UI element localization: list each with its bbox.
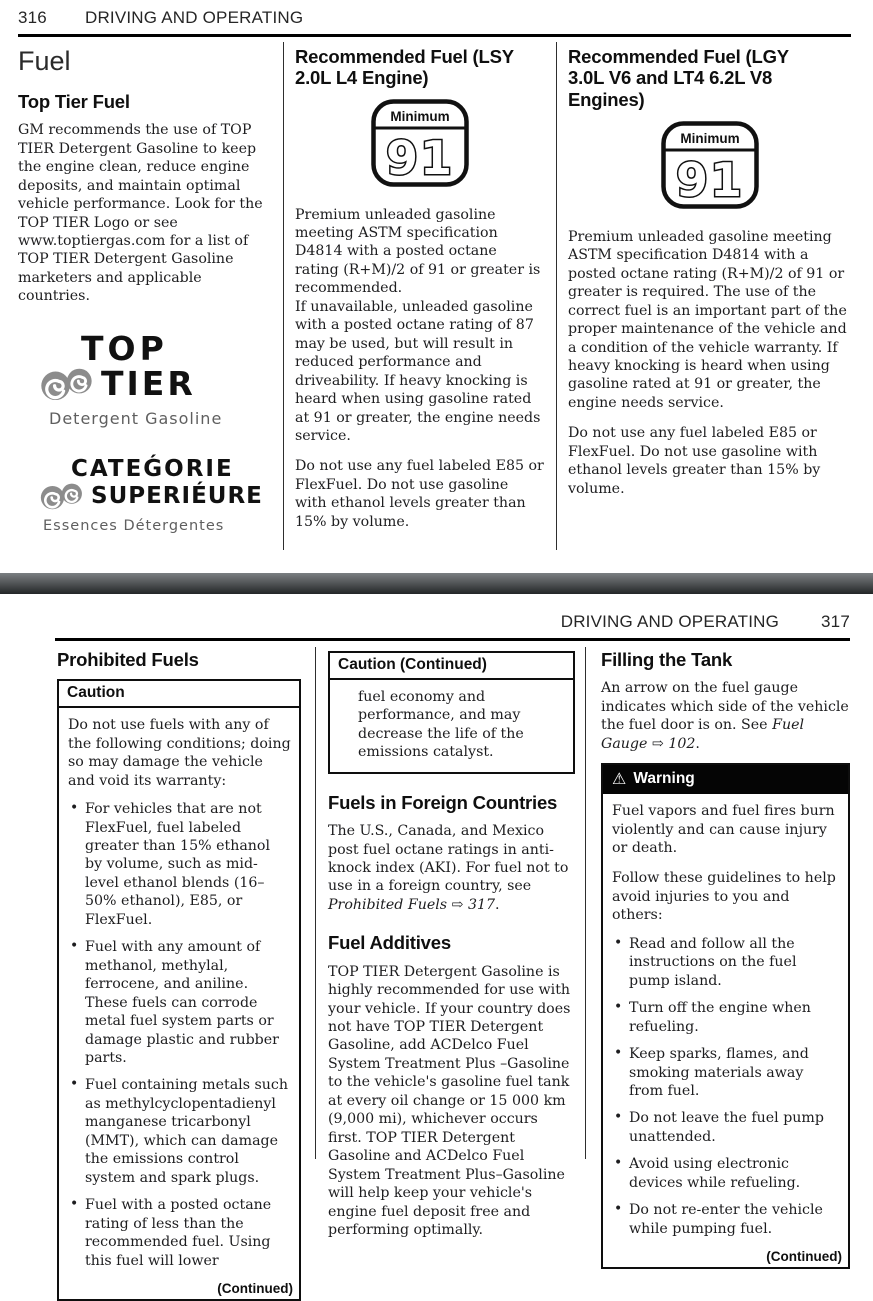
- top-tier-swirl-icon: [35, 363, 97, 405]
- rec-lsy-para-1: Premium unleaded gasoline meeting ASTM specification D4814 with a posted octane rating (R+M)/2 of 91 or greater is recommended.: [295, 206, 541, 297]
- section-heading-rec-fuel-lgy: Recommended Fuel (LGY 3.0L V6 and LT4 6.2L V8 Engines): [568, 46, 789, 110]
- column-prohibited-fuels: [55, 647, 315, 1296]
- octane-badge-lgy: [568, 120, 851, 214]
- warning-box: [601, 763, 850, 1269]
- filling-the-tank-body: [601, 679, 850, 753]
- section-heading-rec-fuel-lsy: Recommended Fuel (LSY 2.0L L4 Engine): [295, 46, 514, 89]
- filling-body-period: .: [695, 735, 700, 752]
- page-number: 317: [821, 612, 850, 631]
- top-tier-logo-word-tier: TIER: [101, 364, 196, 404]
- warning-bullet: • Do not re-enter the vehicle while pumping fuel.: [612, 1201, 840, 1238]
- warning-bullet: • Keep sparks, flames, and smoking materials away from fuel.: [612, 1045, 840, 1100]
- warning-bullet: • Do not leave the fuel pump unattended.: [612, 1109, 840, 1146]
- warning-bullet: • Read and follow all the instructions on the fuel pump island.: [612, 935, 840, 990]
- section-heading-fuel-additives: Fuel Additives: [328, 932, 451, 954]
- warning-bullet: • Avoid using electronic devices while refueling.: [612, 1155, 840, 1192]
- caution-box-body: [59, 708, 299, 1281]
- page-317-columns: [55, 647, 850, 1296]
- caution-intro: Do not use fuels with any of the following conditions; doing so may damage the vehicle and void its warranty:: [68, 717, 291, 789]
- continued-label: (Continued): [766, 1249, 842, 1265]
- section-heading-top-tier-fuel: Top Tier Fuel: [18, 91, 130, 112]
- header-rule: [18, 34, 851, 37]
- rec-lsy-para-2: If unavailable, unleaded gasoline with a posted octane rating of 87 may be used, but will result in reduced performance and driveability. If heavy knocking is heard when using gasoline rated at 91 or greater, the engine needs service.: [295, 298, 541, 444]
- top-tier-fr-swirl-icon: [35, 479, 87, 514]
- caution-continued-body: fuel economy and performance, and may decrease the life of the emissions catalyst.: [358, 689, 524, 761]
- filling-body-text: An arrow on the fuel gauge indicates which side of the vehicle the fuel door is on. See: [601, 680, 849, 734]
- section-heading-filling-the-tank: Filling the Tank: [601, 649, 733, 670]
- top-tier-logo-caption: Detergent Gasoline: [49, 408, 223, 428]
- top-tier-body: GM recommends the use of TOP TIER Detergent Gasoline to keep the engine clean, reduce engine deposits, and maintain optimal vehicle performance. Look for the TOP TIER Logo or see www.toptiergas.com for a list of TOP TIER Detergent Gasoline marketers and applicable countries.: [18, 122, 263, 305]
- foreign-body-period: .: [495, 896, 500, 913]
- rec-lgy-para-1: Premium unleaded gasoline meeting ASTM specification D4814 with a posted octane rating (R+M)/2 of 91 or greater is required. The use of the correct fuel is an important part of the proper maintenance of the vehicle and a condition of the vehicle warranty. If heavy knocking is heard when using gasoline rated at 91 or greater, the engine needs service.: [568, 228, 847, 411]
- caution-bullet: • Fuel with any amount of methanol, methylal, ferrocene, and aniline. These fuels can corrode metal fuel system parts or damage plastic and rubber parts.: [68, 938, 291, 1067]
- warning-box-header: [603, 765, 848, 794]
- caution-bullet: • Fuel with a posted octane rating of less than the recommended fuel. Using this fuel will lower: [68, 1196, 291, 1270]
- octane-badge-value: 91: [675, 152, 744, 207]
- caution-box-title: Caution: [59, 681, 299, 708]
- caution-bullet: • For vehicles that are not FlexFuel, fuel labeled greater than 15% ethanol by volume, such as mid-level ethanol blends (16–50% ethanol), E85, or FlexFuel.: [68, 800, 291, 929]
- cross-reference-fuel-gauge: Fuel Gauge ⇨ 102: [601, 717, 805, 752]
- foreign-countries-body: [328, 822, 575, 914]
- section-heading-foreign-countries: Fuels in Foreign Countries: [328, 791, 558, 813]
- rec-lsy-para-3: Do not use any fuel labeled E85 or FlexFuel. Do not use gasoline with ethanol levels greater than 15% by volume.: [295, 458, 544, 530]
- page-317: [55, 612, 850, 1296]
- foreign-body-text: The U.S., Canada, and Mexico post fuel octane ratings in anti-knock index (AKI). For fuel not to use in a foreign country, see: [328, 823, 569, 895]
- caution-bullet-list: [68, 800, 291, 1270]
- header-rule: [55, 638, 850, 641]
- top-tier-fr-word-categorie: CATEǴORIE: [71, 455, 234, 482]
- caution-bullet: • Fuel containing metals such as methylcyclopentadienyl manganese tricarbonyl (MMT), which can damage the emissions control system and spark plugs.: [68, 1076, 291, 1187]
- rec-lgy-para-2: Do not use any fuel labeled E85 or FlexFuel. Do not use gasoline with ethanol levels greater than 15% by volume.: [568, 425, 821, 497]
- caution-continued-box: [328, 651, 575, 774]
- column-recommended-fuel-lgy: [556, 42, 851, 550]
- octane-badge-lsy: [295, 98, 544, 192]
- column-filling-the-tank: [585, 647, 850, 1265]
- warning-box-title: Warning: [633, 770, 695, 788]
- column-fuel: [18, 42, 283, 550]
- top-tier-fr-caption: Essences Détergentes: [43, 517, 225, 534]
- warning-triangle-icon: ⚠: [612, 769, 627, 789]
- warning-bullet-list: [612, 935, 840, 1238]
- top-tier-logo: [35, 328, 250, 428]
- column-recommended-fuel-lsy: [283, 42, 556, 550]
- caution-continued-title: Caution (Continued): [330, 653, 573, 680]
- warning-box-body: [603, 794, 848, 1249]
- caution-box: [57, 679, 301, 1301]
- octane-badge-value: 91: [385, 130, 454, 185]
- fuel-additives-body: TOP TIER Detergent Gasoline is highly recommended for use with your vehicle. If your country does not have TOP TIER Detergent Gasoline, add ACDelco Fuel System Treatment Plus –Gasoline to the vehicle's gasoline fuel tank at every oil change or 15 000 km (9,000 mi), whichever occurs first. TOP TIER Detergent Gasoline and ACDelco Fuel System Treatment Plus–Gasoline will help keep your vehicle's engine fuel deposit free and performing optimally.: [328, 963, 571, 1238]
- continued-label: (Continued): [217, 1280, 293, 1296]
- page-316-header: [18, 8, 851, 28]
- page-separator-band: [0, 573, 873, 594]
- page-316-columns: [18, 42, 851, 550]
- section-heading-prohibited-fuels: Prohibited Fuels: [57, 649, 199, 670]
- page-317-header: [55, 612, 850, 632]
- warning-para-1: Fuel vapors and fuel fires burn violently and can cause injury or death.: [612, 803, 835, 856]
- page-316: [18, 8, 851, 550]
- page-number: 316: [18, 8, 47, 27]
- section-title: DRIVING AND OPERATING: [84, 8, 304, 27]
- cross-reference-prohibited-fuels: Prohibited Fuels ⇨ 317: [328, 896, 496, 913]
- octane-badge-label: Minimum: [679, 130, 740, 146]
- top-tier-fr-word-superieure: SUPERIÉURE: [91, 482, 263, 509]
- column-fuel-info: [315, 647, 585, 1238]
- warning-para-2: Follow these guidelines to help avoid injuries to you and others:: [612, 870, 836, 924]
- section-title: DRIVING AND OPERATING: [560, 612, 780, 631]
- warning-bullet: • Turn off the engine when refueling.: [612, 999, 840, 1036]
- octane-badge-label: Minimum: [389, 108, 450, 124]
- top-tier-logo-french: [35, 455, 263, 534]
- chapter-title: Fuel: [18, 46, 71, 76]
- top-tier-logo-word-top: TOP: [81, 328, 168, 368]
